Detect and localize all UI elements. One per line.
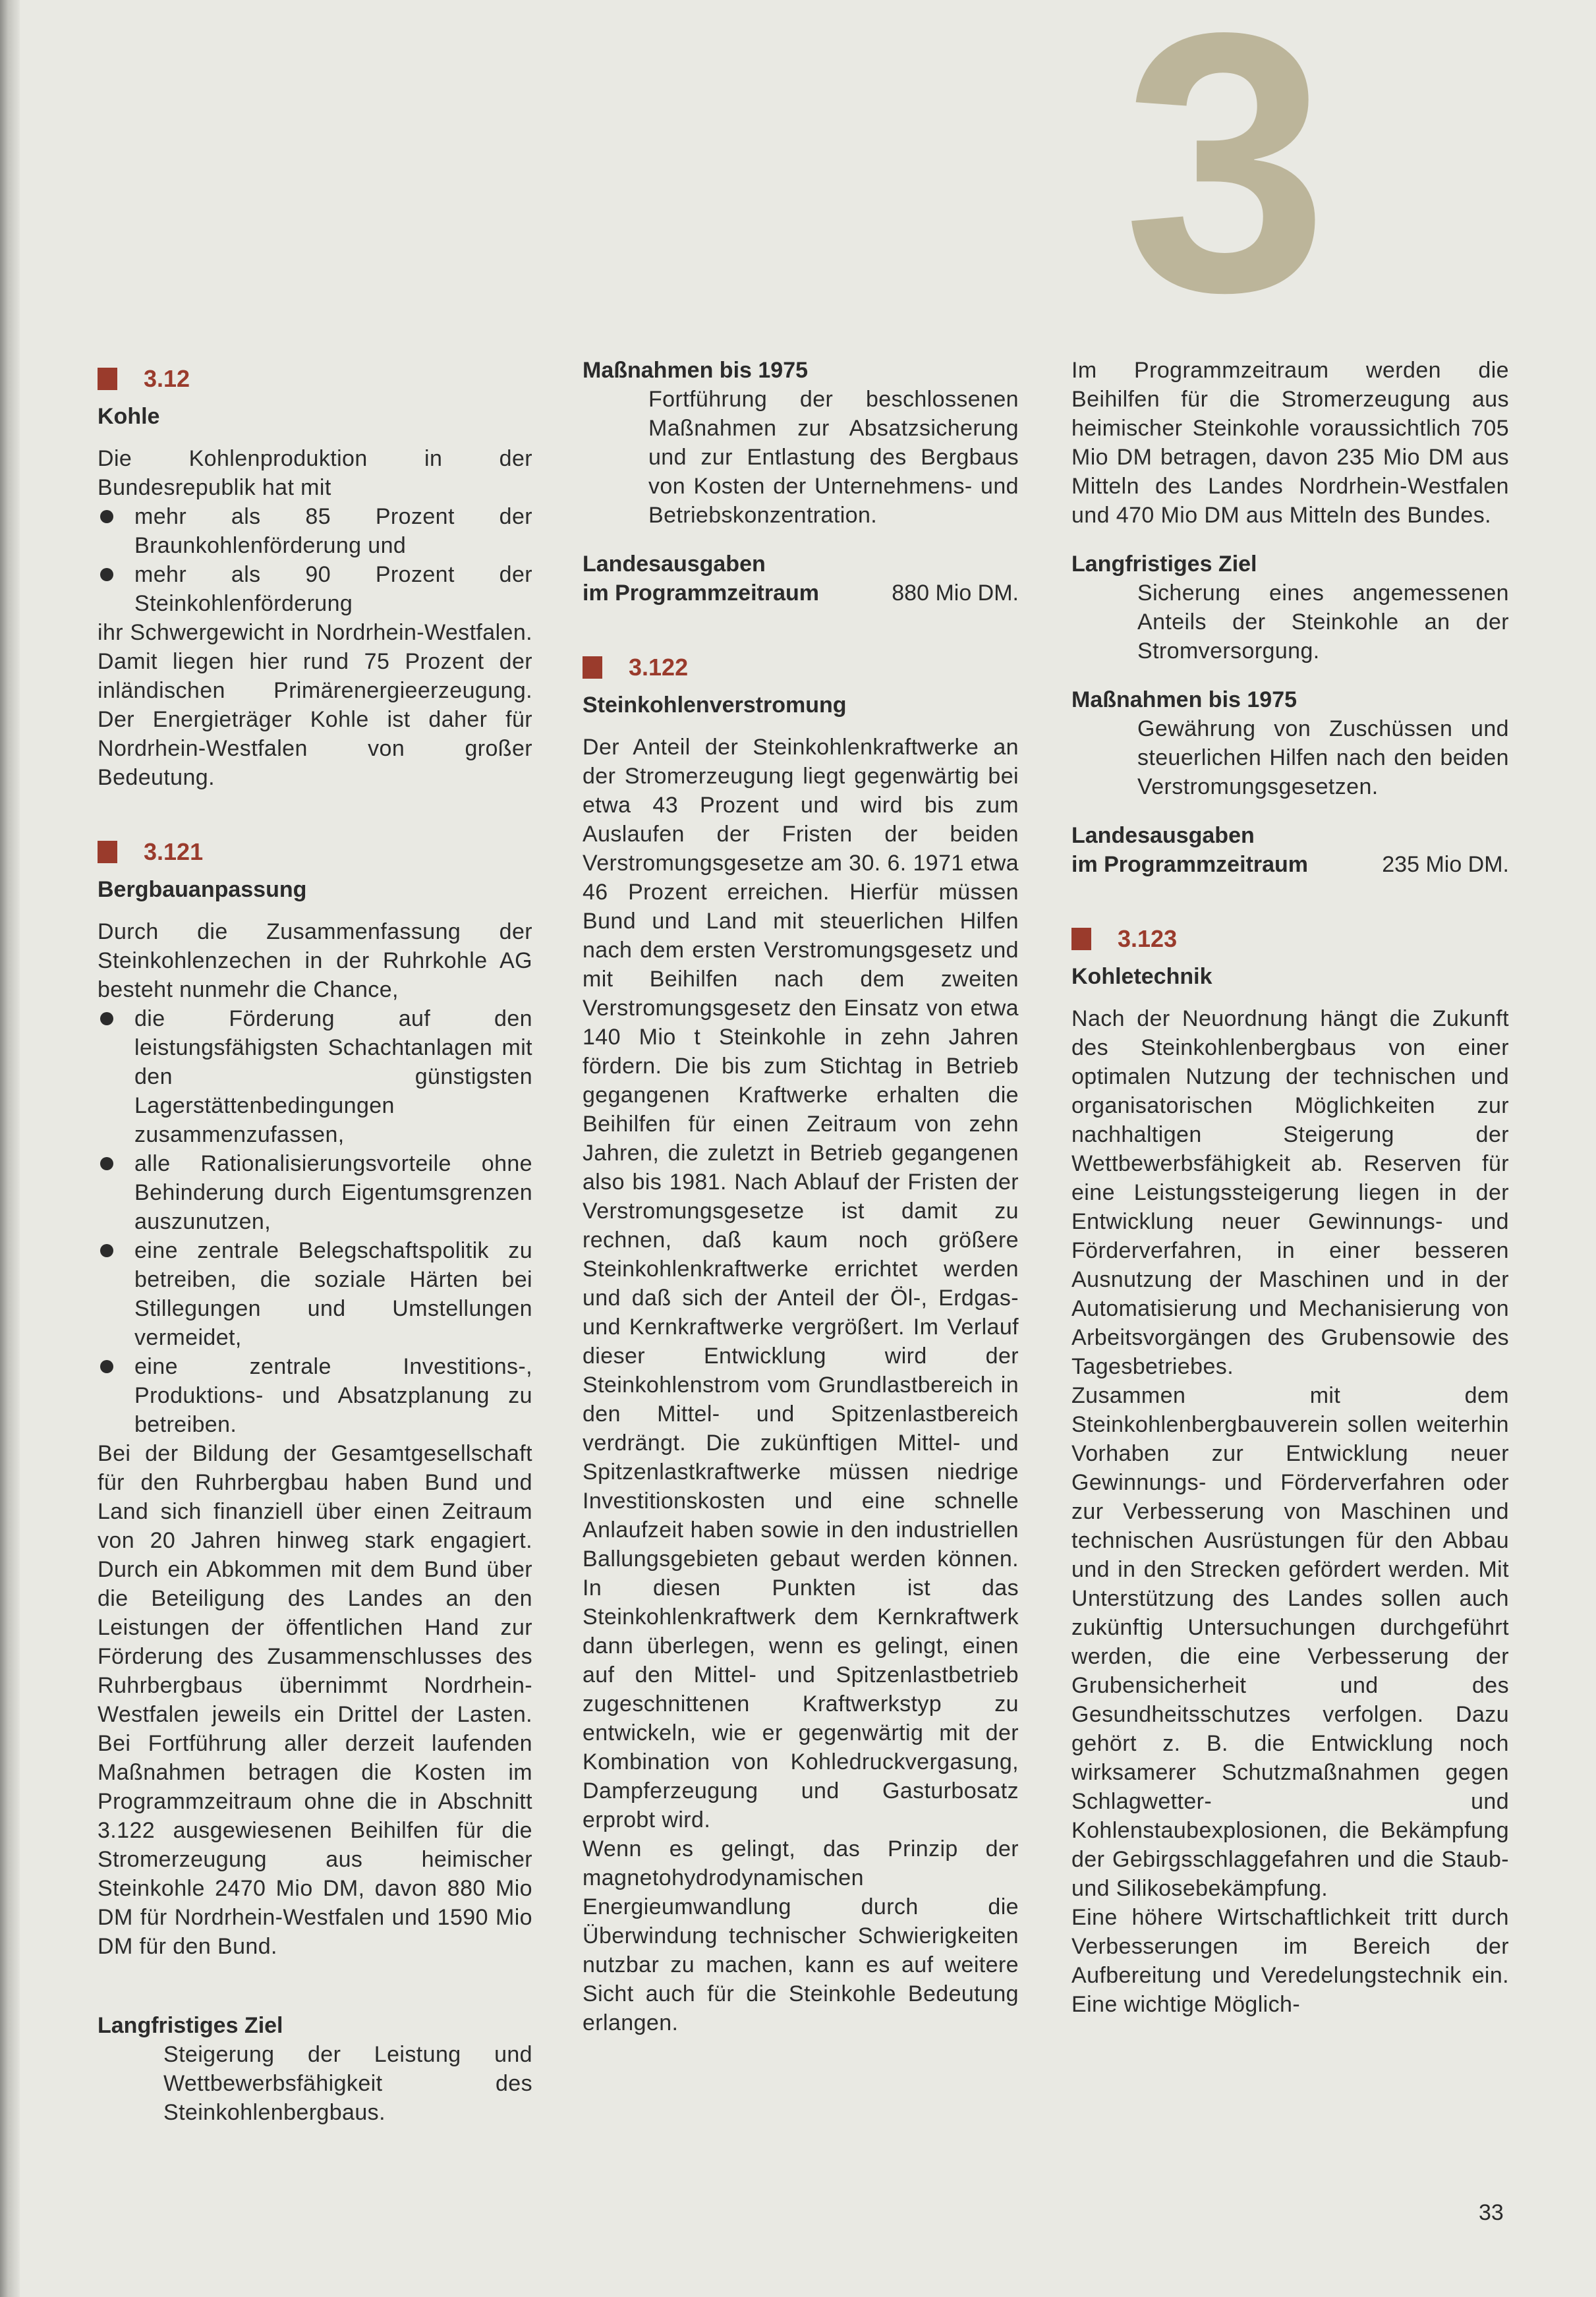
section-marker-square — [583, 656, 602, 679]
section-title: Bergbauanpassung — [98, 877, 307, 902]
bullet-dot-icon — [100, 1157, 113, 1170]
bullet-list — [98, 502, 532, 618]
section-number: 3.12 — [144, 365, 190, 392]
list-item: alle Rationalisierungsvorteile ohne Behinderung durch Eigentumsgrenzen auszunutzen, — [98, 1149, 532, 1236]
paragraph: Fortführung der beschlossenen Maßnahmen zur Absatzsicherung und zur Entlastung des Bergbaus von Kosten der Unternehmens- und Betriebskonzentration. — [648, 387, 1019, 528]
list-item: die Förderung auf den leistungsfähigsten Schachtanlagen mit den günstigsten Lagerstättenbedingungen zusammenzufassen, — [98, 1004, 532, 1149]
bullet-dot-icon — [100, 1012, 113, 1025]
section-number: 3.122 — [629, 654, 689, 681]
budget-row — [583, 579, 1019, 608]
subheading: Maßnahmen bis 1975 — [1071, 687, 1297, 712]
page-number: 33 — [1479, 2200, 1504, 2225]
list-item: mehr als 85 Prozent der Braunkohlenförderung und — [98, 502, 532, 560]
list-item: eine zentrale Investitions-, Produktions- und Absatzplanung zu betreiben. — [98, 1352, 532, 1439]
list-item: eine zentrale Belegschaftspolitik zu betreiben, die soziale Härten bei Stillegungen und Umstellungen vermeidet, — [98, 1236, 532, 1352]
column-left — [98, 356, 532, 2127]
section-number: 3.121 — [144, 838, 204, 865]
section-marker-square — [98, 368, 117, 390]
paragraph: ihr Schwergewicht in Nordrhein-Westfalen. Damit liegen hier rund 75 Prozent der inländischen Primärenergieerzeugung. Der Energieträger Kohle ist daher für Nordrhein-Westfalen von großer Bedeutung. — [98, 620, 532, 790]
column-right — [1071, 356, 1509, 2019]
section-heading-3-121 — [98, 829, 532, 875]
section-heading-3-12 — [98, 356, 532, 402]
subheading: Maßnahmen bis 1975 — [583, 358, 809, 383]
section-title: Kohle — [98, 404, 160, 429]
paragraph: Steigerung der Leistung und Wettbewerbsfähigkeit des Steinkohlenbergbaus. — [163, 2042, 532, 2125]
paragraph: Sicherung eines angemessenen Anteils der Steinkohle an der Stromversorgung. — [1137, 581, 1509, 664]
paragraph: Im Programmzeitraum werden die Beihilfen für die Stromerzeugung aus heimischer Steinkohle voraussichtlich 705 Mio DM betragen, davon 235 Mio DM aus Mitteln des Landes Nordrhein-Westfalen und 470 Mio DM aus Mitteln des Bundes. — [1071, 358, 1509, 528]
bullet-list — [98, 1004, 532, 1439]
paragraph: Zusammen mit dem Steinkohlenbergbauverein sollen weiterhin Vorhaben zur Entwicklung neuer Gewinnungs- und Förderverfahren oder zur Verbesserung von Maschinen und technischen Ausrüstungen für den Abbau und in den Strecken gefördert werden. Mit Unterstützung des Landes sollen auch zukünftig Untersuchungen durchgeführt werden, die eine Verbesserung der Grubensicherheit und des Gesundheitsschutzes verfolgen. Dazu gehört z. B. die Entwicklung noch wirksamerer Schutzmaßnahmen gegen Schlagwetter- und Kohlenstaubexplosionen, die Bekämpfung der Gebirgsschlaggefahren und die Staub- und Silikosebekämpfung. — [1071, 1383, 1509, 1901]
subheading: Landesausgaben — [583, 552, 766, 577]
budget-row — [1071, 850, 1509, 879]
paragraph: Gewährung von Zuschüssen und steuerlichen Hilfen nach den beiden Verstromungsgesetzen. — [1137, 716, 1509, 799]
list-item: mehr als 90 Prozent der Steinkohlenförderung — [98, 560, 532, 618]
paragraph: Eine höhere Wirtschaftlichkeit tritt durch Verbesserungen im Bereich der Aufbereitung und Veredelungstechnik ein. Eine wichtige Möglich- — [1071, 1905, 1509, 2017]
chapter-number-graphic — [1054, 13, 1397, 329]
section-heading-3-122 — [583, 644, 1019, 691]
paragraph: Nach der Neuordnung hängt die Zukunft des Steinkohlenbergbaus von einer optimalen Nutzung der technischen und organisatorischen Möglichkeiten zur nachhaltigen Steigerung der Wettbewerbsfähigkeit ab. Reserven für eine Leistungssteigerung liegen in der Entwicklung neuer Gewinnungs- und Förderverfahren, in einer besseren Ausnutzung der Maschinen und in der Automatisierung und Mechanisierung von Arbeitsvorgängen des Grubensowie des Tagesbetriebes. — [1071, 1006, 1509, 1379]
section-marker-square — [98, 841, 117, 863]
section-title: Kohletechnik — [1071, 964, 1212, 989]
section-title: Steinkohlenverstromung — [583, 693, 847, 718]
paragraph: Die Kohlenproduktion in der Bundesrepublik hat mit — [98, 446, 532, 500]
subheading: Langfristiges Ziel — [1071, 552, 1257, 577]
paragraph: Bei der Bildung der Gesamtgesellschaft für den Ruhrbergbau haben Bund und Land sich finanziell über einen Zeitraum von 20 Jahren hinweg stark engagiert. Durch ein Abkommen mit dem Bund über die Beteiligung des Landes an den Leistungen der öffentlichen Hand zur Förderung des Zusammenschlusses des Ruhrbergbaus übernimmt Nordrhein-Westfalen jeweils ein Drittel der Lasten. Bei Fortführung aller derzeit laufenden Maßnahmen betragen die Kosten im Programmzeitraum ohne die in Abschnitt 3.122 ausgewiesenen Beihilfen für die Stromerzeugung aus heimischer Steinkohle 2470 Mio DM, davon 880 Mio DM für Nordrhein-Westfalen und 1590 Mio DM für den Bund. — [98, 1441, 532, 1959]
chapter-number: 3 — [1123, 13, 1328, 329]
section-heading-3-123 — [1071, 916, 1509, 962]
budget-label: im Programmzeitraum — [1071, 852, 1308, 877]
budget-amount: 235 Mio DM. — [1382, 852, 1509, 877]
paragraph: Durch die Zusammenfassung der Steinkohlenzechen in der Ruhrkohle AG besteht nunmehr die Chance, — [98, 919, 532, 1002]
budget-amount: 880 Mio DM. — [892, 581, 1019, 606]
column-middle — [583, 356, 1019, 2037]
bullet-dot-icon — [100, 1360, 113, 1373]
section-number: 3.123 — [1118, 925, 1178, 952]
paragraph: Wenn es gelingt, das Prinzip der magnetohydrodynamischen Energieumwandlung durch die Überwindung technischer Schwierigkeiten nutzbar zu machen, kann es auf weitere Sicht auch für die Steinkohle Bedeutung erlangen. — [583, 1836, 1019, 2035]
bullet-dot-icon — [100, 568, 113, 581]
subheading: Langfristiges Ziel — [98, 2013, 283, 2038]
budget-label: im Programmzeitraum — [583, 581, 819, 606]
paragraph: Der Anteil der Steinkohlenkraftwerke an der Stromerzeugung liegt gegenwärtig bei etwa 43 Prozent und wird bis zum Auslaufen der Fristen der beiden Verstromungsgesetze am 30. 6. 1971 etwa 46 Prozent erreichen. Hierfür müssen Bund und Land mit steuerlichen Hilfen nach dem ersten Verstromungsgesetz und mit Beihilfen nach dem zweiten Verstromungsgesetz den Einsatz von etwa 140 Mio t Steinkohle in zehn Jahren fördern. Die bis zum Stichtag in Betrieb gegangenen Kraftwerke erhalten die Beihilfen für einen Zeitraum von zehn Jahren, die zuletzt in Betrieb gegangenen also bis 1981. Nach Ablauf der Fristen der Verstromungsgesetze ist damit zu rechnen, daß kaum noch größere Steinkohlenkraftwerke errichtet werden und daß sich der Anteil der Öl-, Erdgas- und Kernkraftwerke vergrößert. Im Verlauf dieser Entwicklung wird der Steinkohlenstrom vom Grundlastbereich in den Mittel- und Spitzenlastbereich verdrängt. Die zukünftigen Mittel- und Spitzenlastkraftwerke müssen niedrige Investitionskosten und eine schnelle Anlaufzeit haben sowie in den industriellen Ballungsgebieten gebaut werden können. In diesen Punkten ist das Steinkohlenkraftwerk dem Kernkraftwerk dann überlegen, wenn es gelingt, einen auf den Mittel- und Spitzenlastbetrieb zugeschnittenen Kraftwerkstyp zu entwickeln, wie er gegenwärtig mit der Kombination von Kohledruckvergasung, Dampferzeugung und Gasturbosatz erprobt wird. — [583, 735, 1019, 1832]
book-binding-shadow — [0, 0, 20, 2297]
subheading: Landesausgaben — [1071, 823, 1255, 848]
bullet-dot-icon — [100, 510, 113, 523]
bullet-dot-icon — [100, 1244, 113, 1257]
section-marker-square — [1071, 928, 1091, 950]
